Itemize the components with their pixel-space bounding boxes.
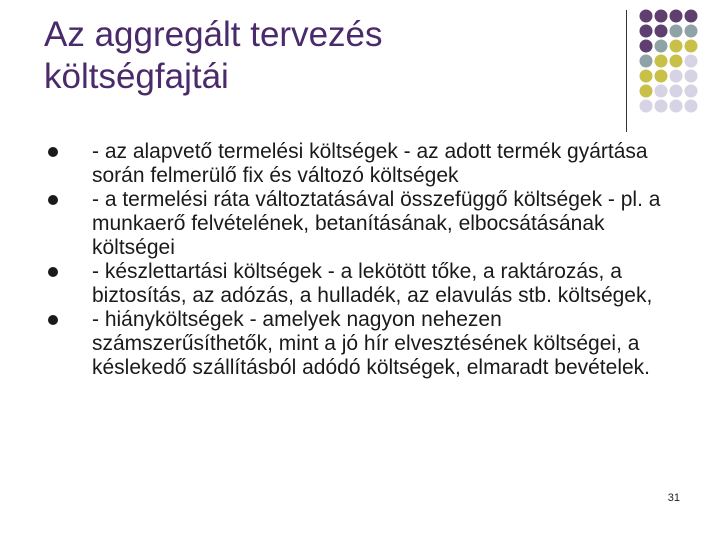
decorative-dot (655, 40, 668, 53)
slide-title-line-2: költségfajtái (44, 57, 229, 96)
decorative-dot (670, 70, 683, 83)
bullet-list (48, 140, 678, 380)
bullet-dot-icon (48, 315, 58, 325)
decorative-dot (655, 100, 668, 113)
bullet-text: - hiányköltségek - amelyek nagyon nehezen számszerűsíthetők, mint a jó hír elvesztésének költségei, a késlekedő szállításból adódó költségek, elmaradt bevételek. (92, 308, 650, 379)
decorative-dot (670, 100, 683, 113)
decorative-dot (685, 85, 698, 98)
bullet-text: - az alapvető termelési költségek - az adott termék gyártása során felmerülő fix és változó költségek (92, 140, 648, 187)
decorative-vertical-line (626, 10, 627, 132)
decorative-dot (685, 25, 698, 38)
decorative-dot (655, 70, 668, 83)
decorative-dot (670, 40, 683, 53)
decorative-dot (640, 25, 653, 38)
bullet-item (48, 308, 678, 380)
bullet-dot-icon (48, 267, 58, 277)
bullet-text: - a termelési ráta változtatásával összefüggő költségek - pl. a munkaerő felvételének, betanításának, elbocsátásának költségei (92, 188, 661, 259)
decorative-dot (670, 55, 683, 68)
bullet-dot-icon (48, 147, 58, 157)
decorative-dot (640, 70, 653, 83)
decorative-dot (670, 25, 683, 38)
decorative-dot (640, 55, 653, 68)
bullet-item (48, 188, 678, 260)
decorative-dot (685, 100, 698, 113)
slide-title (44, 14, 584, 98)
decorative-dot (670, 85, 683, 98)
bullet-text: - készlettartási költségek - a lekötött tőke, a raktározás, a biztosítás, az adózás, a hulladék, az elavulás stb. költségek, (92, 260, 653, 307)
decorative-dot (685, 70, 698, 83)
page-number: 31 (667, 492, 680, 504)
decorative-dot (655, 10, 668, 23)
decorative-dot-grid (638, 8, 718, 114)
decorative-dot (670, 10, 683, 23)
decorative-dot (685, 40, 698, 53)
decorative-dot (640, 85, 653, 98)
decorative-dot (640, 100, 653, 113)
decorative-dot (655, 55, 668, 68)
decorative-dot (640, 10, 653, 23)
slide-title-line-1: Az aggregált tervezés (44, 15, 383, 54)
bullet-item (48, 260, 678, 308)
bullet-dot-icon (48, 195, 58, 205)
decorative-dot (640, 40, 653, 53)
decorative-dot (655, 85, 668, 98)
decorative-dot (685, 10, 698, 23)
bullet-item (48, 140, 678, 188)
decorative-dot (685, 55, 698, 68)
decorative-dot (655, 25, 668, 38)
